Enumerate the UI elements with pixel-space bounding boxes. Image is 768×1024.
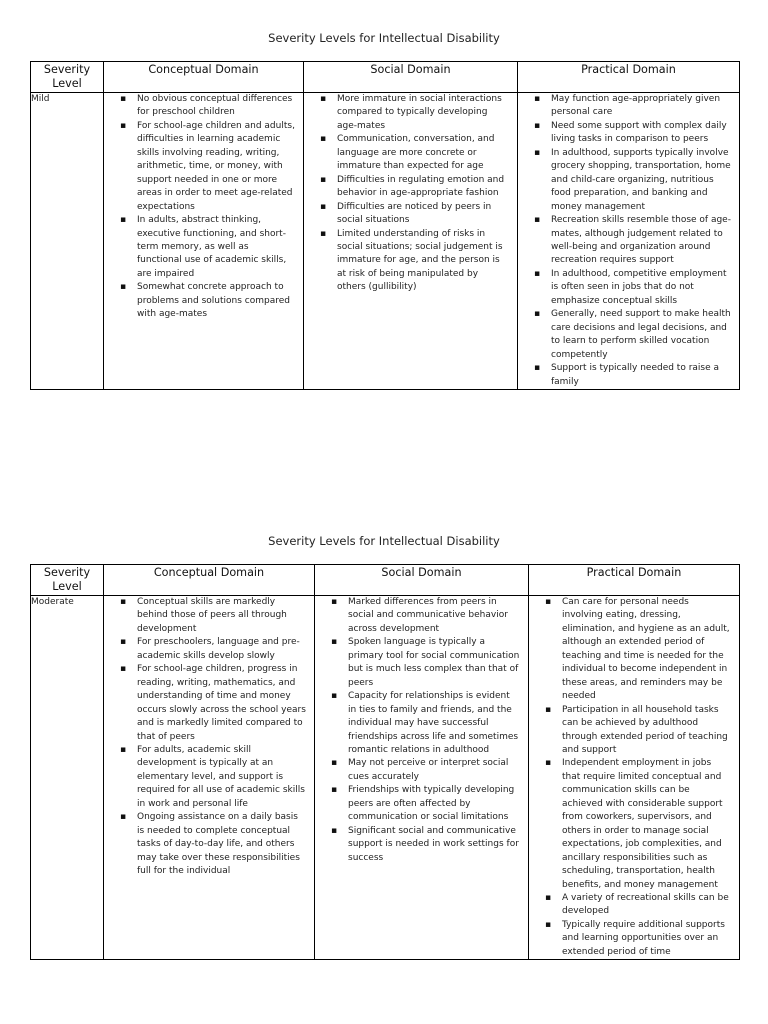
list-item: ▪ Marked differences from peers in social and communicative behavior across development xyxy=(348,596,520,636)
severity-level-cell: Moderate xyxy=(31,596,104,960)
list-item: ▪ Significant social and communicative support is needed in work settings for success xyxy=(348,825,520,865)
table-title: Severity Levels for Intellectual Disability xyxy=(268,31,500,45)
list-item: ▪ Conceptual skills are markedly behind those of peers all through development xyxy=(137,596,306,636)
practical-cell xyxy=(518,93,740,390)
header-practical-domain: Practical Domain xyxy=(529,565,740,596)
conceptual-list xyxy=(104,596,314,879)
severity-level-cell: Mild xyxy=(31,93,104,390)
practical-cell xyxy=(529,596,740,960)
list-item: ▪ In adulthood, competitive employment is often seen in jobs that do not emphasize conceptual skills xyxy=(551,268,731,308)
list-item: ▪ No obvious conceptual differences for preschool children xyxy=(137,93,295,120)
list-item: ▪ Spoken language is typically a primary tool for social communication but is much less complex than that of peers xyxy=(348,636,520,690)
severity-table-moderate xyxy=(30,564,740,960)
list-item: ▪ Ongoing assistance on a daily basis is needed to complete conceptual tasks of day-to-day life, and others may take over these responsibilities full for the individual xyxy=(137,811,306,878)
header-practical-domain: Practical Domain xyxy=(518,62,740,93)
social-cell xyxy=(315,596,529,960)
header-conceptual-domain: Conceptual Domain xyxy=(104,62,304,93)
list-item: ▪ Limited understanding of risks in social situations; social judgement is immature for age, and the person is at risk of being manipulated by others (gullibility) xyxy=(337,228,509,295)
conceptual-list xyxy=(104,93,303,322)
list-item: ▪ Somewhat concrete approach to problems and solutions compared with age-mates xyxy=(137,281,295,321)
list-item: ▪ In adults, abstract thinking, executive functioning, and short-term memory, as well as functional use of academic skills, are impaired xyxy=(137,214,295,281)
header-row xyxy=(31,565,740,596)
list-item: ▪ Difficulties in regulating emotion and behavior in age-appropriate fashion xyxy=(337,174,509,201)
list-item: ▪ May not perceive or interpret social cues accurately xyxy=(348,757,520,784)
conceptual-cell xyxy=(104,93,304,390)
list-item: ▪ Friendships with typically developing peers are often affected by communication or social limitations xyxy=(348,784,520,824)
conceptual-cell xyxy=(104,596,315,960)
list-item: ▪ Capacity for relationships is evident in ties to family and friends, and the individual may have successful friendships across life and sometimes romantic relations in adulthood xyxy=(348,690,520,757)
list-item: ▪ For preschoolers, language and pre-academic skills develop slowly xyxy=(137,636,306,663)
list-item: ▪ Can care for personal needs involving eating, dressing, elimination, and hygiene as an adult, although an extended period of teaching and time is needed for the individual to become independent in these areas, and reminders may be needed xyxy=(562,596,731,704)
table-row xyxy=(31,596,740,960)
list-item: ▪ Need some support with complex daily living tasks in comparison to peers xyxy=(551,120,731,147)
list-item: ▪ Independent employment in jobs that require limited conceptual and communication skills can be achieved with considerable support from coworkers, supervisors, and others in order to manage social expectations, job complexities, and ancillary responsibilities such as scheduling, transportation, health benefits, and money management xyxy=(562,757,731,892)
social-list xyxy=(315,596,528,865)
list-item: ▪ For adults, academic skill development is typically at an elementary level, and support is required for all use of academic skills in work and personal life xyxy=(137,744,306,811)
list-item: ▪ For school-age children, progress in reading, writing, mathematics, and understanding of time and money occurs slowly across the school years and is markedly limited compared to that of peers xyxy=(137,663,306,744)
social-list xyxy=(304,93,517,295)
list-item: ▪ A variety of recreational skills can be developed xyxy=(562,892,731,919)
list-item: ▪ Difficulties are noticed by peers in social situations xyxy=(337,201,509,228)
header-row xyxy=(31,62,740,93)
list-item: ▪ Communication, conversation, and language are more concrete or immature than expected for age xyxy=(337,133,509,173)
header-severity-level: Severity Level xyxy=(31,565,104,596)
table-title: Severity Levels for Intellectual Disability xyxy=(268,534,500,548)
practical-list xyxy=(529,596,739,959)
header-conceptual-domain: Conceptual Domain xyxy=(104,565,315,596)
header-social-domain: Social Domain xyxy=(304,62,518,93)
table-row xyxy=(31,93,740,390)
list-item: ▪ Typically require additional supports and learning opportunities over an extended period of time xyxy=(562,919,731,959)
list-item: ▪ Support is typically needed to raise a family xyxy=(551,362,731,389)
list-item: ▪ Recreation skills resemble those of age-mates, although judgement related to well-being and organization around recreation requires support xyxy=(551,214,731,268)
header-severity-level: Severity Level xyxy=(31,62,104,93)
list-item: ▪ Generally, need support to make health care decisions and legal decisions, and to learn to perform skilled vocation competently xyxy=(551,308,731,362)
list-item: ▪ For school-age children and adults, difficulties in learning academic skills involving reading, writing, arithmetic, time, or money, with support needed in one or more areas in order to meet age-related expectations xyxy=(137,120,295,214)
list-item: ▪ May function age-appropriately given personal care xyxy=(551,93,731,120)
list-item: ▪ In adulthood, supports typically involve grocery shopping, transportation, home and child-care organizing, nutritious food preparation, and banking and money management xyxy=(551,147,731,214)
social-cell xyxy=(304,93,518,390)
practical-list xyxy=(518,93,739,389)
severity-table-mild xyxy=(30,61,740,390)
header-social-domain: Social Domain xyxy=(315,565,529,596)
list-item: ▪ More immature in social interactions compared to typically developing age-mates xyxy=(337,93,509,133)
list-item: ▪ Participation in all household tasks can be achieved by adulthood through extended period of teaching and support xyxy=(562,704,731,758)
